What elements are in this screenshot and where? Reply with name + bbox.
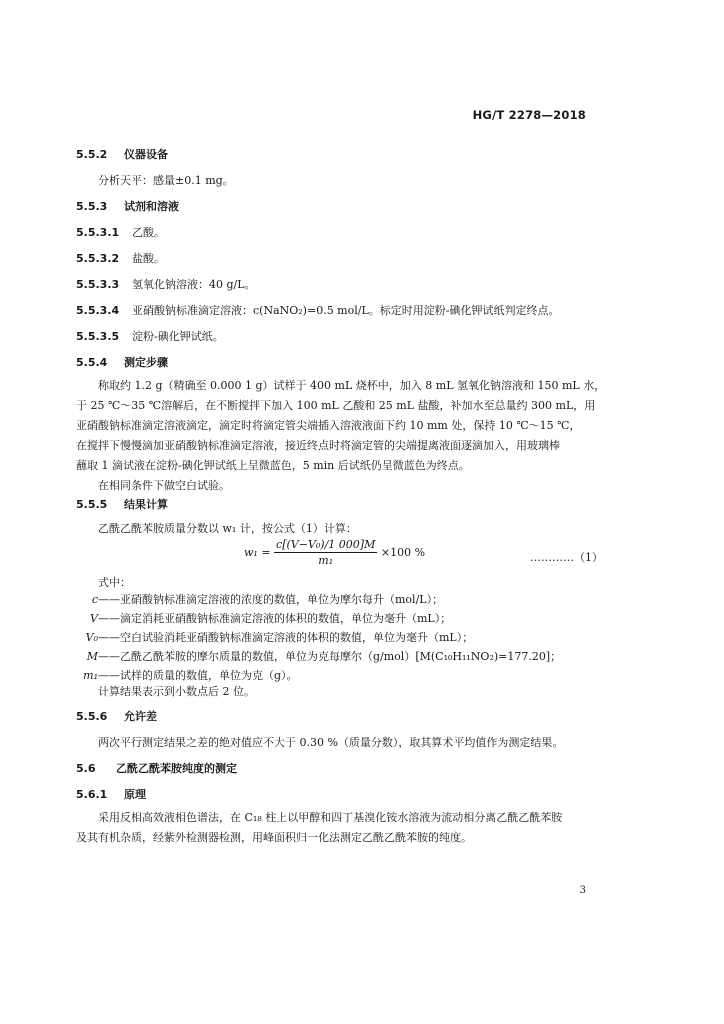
section-number: 5.6.1 (76, 788, 108, 801)
definition-text: ——乙酰乙酰苯胺的摩尔质量的数值，单位为克每摩尔（g/mol）[M(C₁₀H₁₁NO₂)=177.20]； (98, 650, 562, 663)
calculation-intro: 乙酰乙酰苯胺质量分数以 w₁ 计，按公式（1）计算： (98, 522, 357, 535)
variable-definitions (76, 590, 561, 685)
principle-line: 采用反相高效液相色谱法，在 C₁₈ 柱上以甲醇和四丁基溴化铵水溶液为流动相分离乙酰乙酰苯胺 (98, 811, 563, 824)
section-heading-5-5-5 (76, 496, 168, 512)
blank-test-line: 在相同条件下做空白试验。 (98, 479, 230, 492)
item-number: 5.5.3.2 (76, 252, 120, 265)
where-label: 式中： (98, 576, 131, 589)
formula-numerator: c[(V−V₀)/1 000]M (276, 538, 376, 551)
section-heading-5-6 (76, 760, 237, 776)
definition-row (76, 590, 561, 609)
item-text: 亚硝酸钠标准滴定溶液：c(NaNO₂)=0.5 mol/L。标定时用淀粉-碘化钾试纸判定终点。 (132, 304, 560, 317)
definition-text: ——滴定消耗亚硝酸钠标准滴定溶液的体积的数值，单位为毫升（mL）； (98, 612, 452, 625)
procedure-paragraph (76, 376, 606, 496)
definition-symbol: V₀ (85, 631, 98, 644)
principle-line: 及其有机杂质，经紫外检测器检测，用峰面积归一化法测定乙酰乙酰苯胺的纯度。 (76, 831, 472, 844)
section-title: 结果计算 (124, 498, 168, 511)
section-number: 5.5.2 (76, 148, 108, 161)
procedure-line: 于 25 ℃～35 ℃溶解后，在不断搅拌下加入 100 mL 乙酸和 25 mL 盐酸，补加水至总量约 300 mL，用 (76, 399, 596, 412)
item-5-5-3-3 (76, 276, 256, 292)
item-5-5-3-2 (76, 250, 165, 266)
item-number: 5.5.3.4 (76, 304, 120, 317)
formula-denominator: m₁ (318, 554, 334, 567)
document-code: HG/T 2278—2018 (472, 108, 586, 122)
result-precision-note: 计算结果表示到小数点后 2 位。 (98, 685, 255, 698)
definition-text: ——亚硝酸钠标准滴定溶液的浓度的数值，单位为摩尔每升（mol/L）； (98, 593, 444, 606)
definition-text: ——试样的质量的数值，单位为克（g）。 (98, 669, 298, 682)
section-title: 乙酰乙酰苯胺纯度的测定 (116, 762, 237, 775)
item-text: 氢氧化钠溶液：40 g/L。 (132, 278, 256, 291)
definition-symbol: M (86, 650, 98, 663)
procedure-line: 蘸取 1 滴试液在淀粉-碘化钾试纸上呈微蓝色，5 min 后试纸仍呈微蓝色为终点。 (76, 459, 470, 472)
page-number: 3 (579, 885, 586, 896)
procedure-line: 在搅拌下慢慢滴加亚硝酸钠标准滴定溶液，接近终点时将滴定管的尖端提离液面逐滴加入，用玻璃棒 (76, 439, 560, 452)
section-title: 试剂和溶液 (124, 200, 179, 213)
definition-symbol: c (91, 593, 98, 606)
section-heading-5-5-4 (76, 354, 168, 370)
section-heading-5-5-3 (76, 198, 179, 214)
item-text: 乙酸。 (132, 226, 165, 239)
section-heading-5-5-6 (76, 708, 157, 724)
tolerance-paragraph: 两次平行测定结果之差的绝对值应不大于 0.30 %（质量分数），取其算术平均值作为测定结果。 (98, 736, 564, 749)
section-number: 5.5.3 (76, 200, 108, 213)
paragraph-balance: 分析天平：感量±0.1 mg。 (98, 174, 234, 187)
formula-lhs: w₁ = (244, 546, 271, 559)
procedure-line: 称取约 1.2 g（精确至 0.000 1 g）试样于 400 mL 烧杯中，加入 8 mL 氢氧化钠溶液和 150 mL 水， (98, 379, 606, 392)
definition-text: ——空白试验消耗亚硝酸钠标准滴定溶液的体积的数值，单位为毫升（mL）； (98, 631, 474, 644)
section-title: 原理 (124, 788, 146, 801)
section-number: 5.5.6 (76, 710, 108, 723)
definition-symbol: m₁ (83, 669, 98, 682)
item-5-5-3-5 (76, 328, 224, 344)
formula-rhs: ×100 % (380, 546, 426, 559)
item-text: 盐酸。 (132, 252, 165, 265)
item-number: 5.5.3.3 (76, 278, 120, 291)
item-number: 5.5.3.5 (76, 330, 120, 343)
section-title: 仪器设备 (124, 148, 168, 161)
section-number: 5.6 (76, 762, 96, 775)
section-heading-5-5-2 (76, 146, 168, 162)
item-text: 淀粉-碘化钾试纸。 (132, 330, 224, 343)
definition-row (76, 647, 561, 666)
definition-row (76, 609, 561, 628)
item-5-5-3-4 (76, 302, 559, 318)
formula-tag: …………（1） (530, 551, 603, 564)
section-title: 测定步骤 (124, 356, 168, 369)
section-title: 允许差 (124, 710, 157, 723)
definition-row (76, 628, 561, 647)
item-5-5-3-1 (76, 224, 165, 240)
formula-1 (244, 538, 425, 567)
section-number: 5.5.5 (76, 498, 108, 511)
procedure-line: 亚硝酸钠标准滴定溶液滴定，滴定时将滴定管尖端插入溶液液面下约 10 mm 处，保持 10 ℃～15 ℃， (76, 419, 581, 432)
definition-symbol: V (90, 612, 98, 625)
section-heading-5-6-1 (76, 786, 146, 802)
item-number: 5.5.3.1 (76, 226, 120, 239)
formula-fraction (274, 538, 377, 567)
section-number: 5.5.4 (76, 356, 108, 369)
principle-paragraph (76, 808, 596, 848)
